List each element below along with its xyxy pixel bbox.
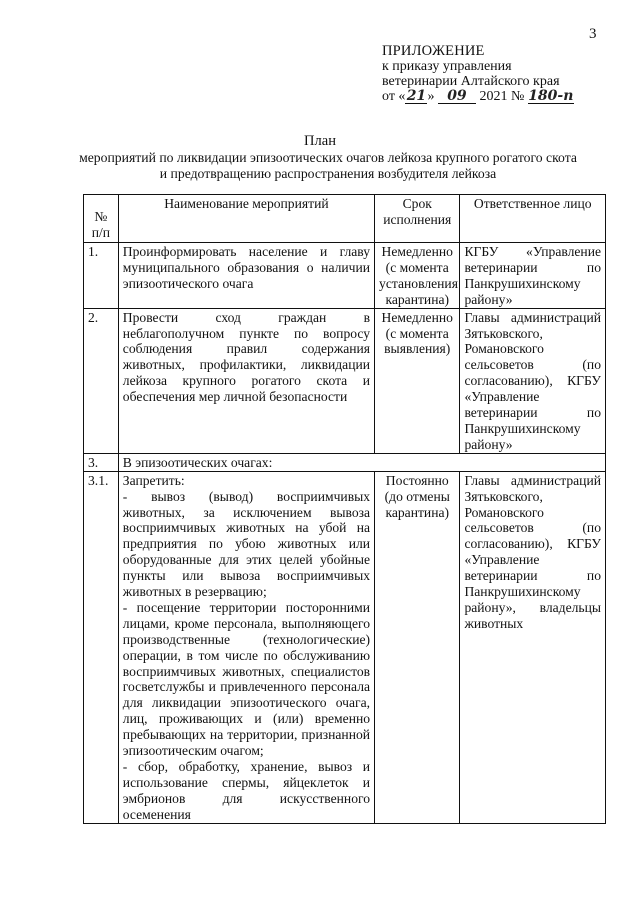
appendix-line-order: к приказу управления	[382, 59, 512, 74]
row-num: 3.1.	[84, 471, 119, 823]
plan-subtitle	[60, 150, 596, 181]
row-num: 1.	[84, 243, 119, 309]
plan-subtitle-line1: мероприятий по ликвидации эпизоотических очагов лейкоза крупного рогатого скота	[79, 150, 577, 165]
table-row	[84, 308, 606, 453]
row-name: Запретить: - вывоз (вывод) восприимчивых животных, за исключением вывоза восприимчивых животных на убой на предприятия по убою животных или оборудованные для этих целей убойные пункты или вывоза восприимчивых животных в резервацию; - посещение территории посторонними лицами, кроме персонала, выполняющего производственные (технологические) операции, в том числе по обслуживанию восприимчивых животных, специалистов госветслужбы и привлеченного персонала для ликвидации эпизоотического очага, лиц, проживающих и (или) временно пребывающих на территории, признанной эпизоотическим очагом; - сбор, обработку, хранение, вывоз и использование спермы, яйцеклеток и эмбрионов для искусственного осеменения	[118, 471, 374, 823]
measures-table	[83, 194, 606, 824]
header-resp: Ответственное лицо	[460, 195, 606, 243]
row-num: 3.	[84, 453, 119, 471]
row-term: Немедленно (с момента выявления)	[375, 308, 460, 453]
row-resp: Главы администраций Зятьковского, Романовского сельсоветов (по согласованию), КГБУ «Управление ветеринарии по Панкрушихинскому району»	[460, 308, 606, 453]
header-name: Наименование мероприятий	[118, 195, 374, 243]
row-name: Провести сход граждан в неблагополучном пункте по вопросу соблюдения правил содержания животных, профилактики, ликвидации лейкоза крупного рогатого скота и обеспечения мер личной безопасности	[118, 308, 374, 453]
row-resp: КГБУ «Управление ветеринарии по Панкрушихинскому району»	[460, 243, 606, 309]
appendix-date-line	[382, 89, 574, 104]
appendix-line-department: ветеринарии Алтайского края	[382, 74, 560, 89]
row-num: 2.	[84, 308, 119, 453]
table-row	[84, 471, 606, 823]
date-mid: »	[427, 89, 438, 104]
page-number: 3	[589, 26, 597, 42]
plan-subtitle-line2: и предотвращению распространения возбудителя лейкоза	[159, 165, 497, 181]
date-prefix: от «	[382, 89, 406, 104]
row-term: Немедленно (с момента установления карантина)	[375, 243, 460, 309]
appendix-block	[382, 44, 574, 104]
date-year: 2021 №	[479, 89, 525, 104]
plan-title: План	[304, 133, 336, 149]
row-name: Проинформировать население и главу муниципального образования о наличии эпизоотического очага	[118, 243, 374, 309]
date-month-handwritten: 09	[438, 90, 476, 104]
row-term: Постоянно (до отмены карантина)	[375, 471, 460, 823]
table-header-row	[84, 195, 606, 243]
date-day-handwritten: 21	[406, 88, 427, 104]
order-number-handwritten: 180-п	[528, 88, 574, 104]
table-row	[84, 453, 606, 471]
row-name: В эпизоотических очагах:	[118, 453, 605, 471]
row-resp: Главы администраций Зятьковского, Романовского сельсоветов (по согласованию), КГБУ «Управление ветеринарии по Панкрушихинскому району», владельцы животных	[460, 471, 606, 823]
appendix-title: ПРИЛОЖЕНИЕ	[382, 43, 485, 59]
table-row	[84, 243, 606, 309]
header-num: № п/п	[84, 195, 119, 243]
header-term: Срок исполнения	[375, 195, 460, 243]
